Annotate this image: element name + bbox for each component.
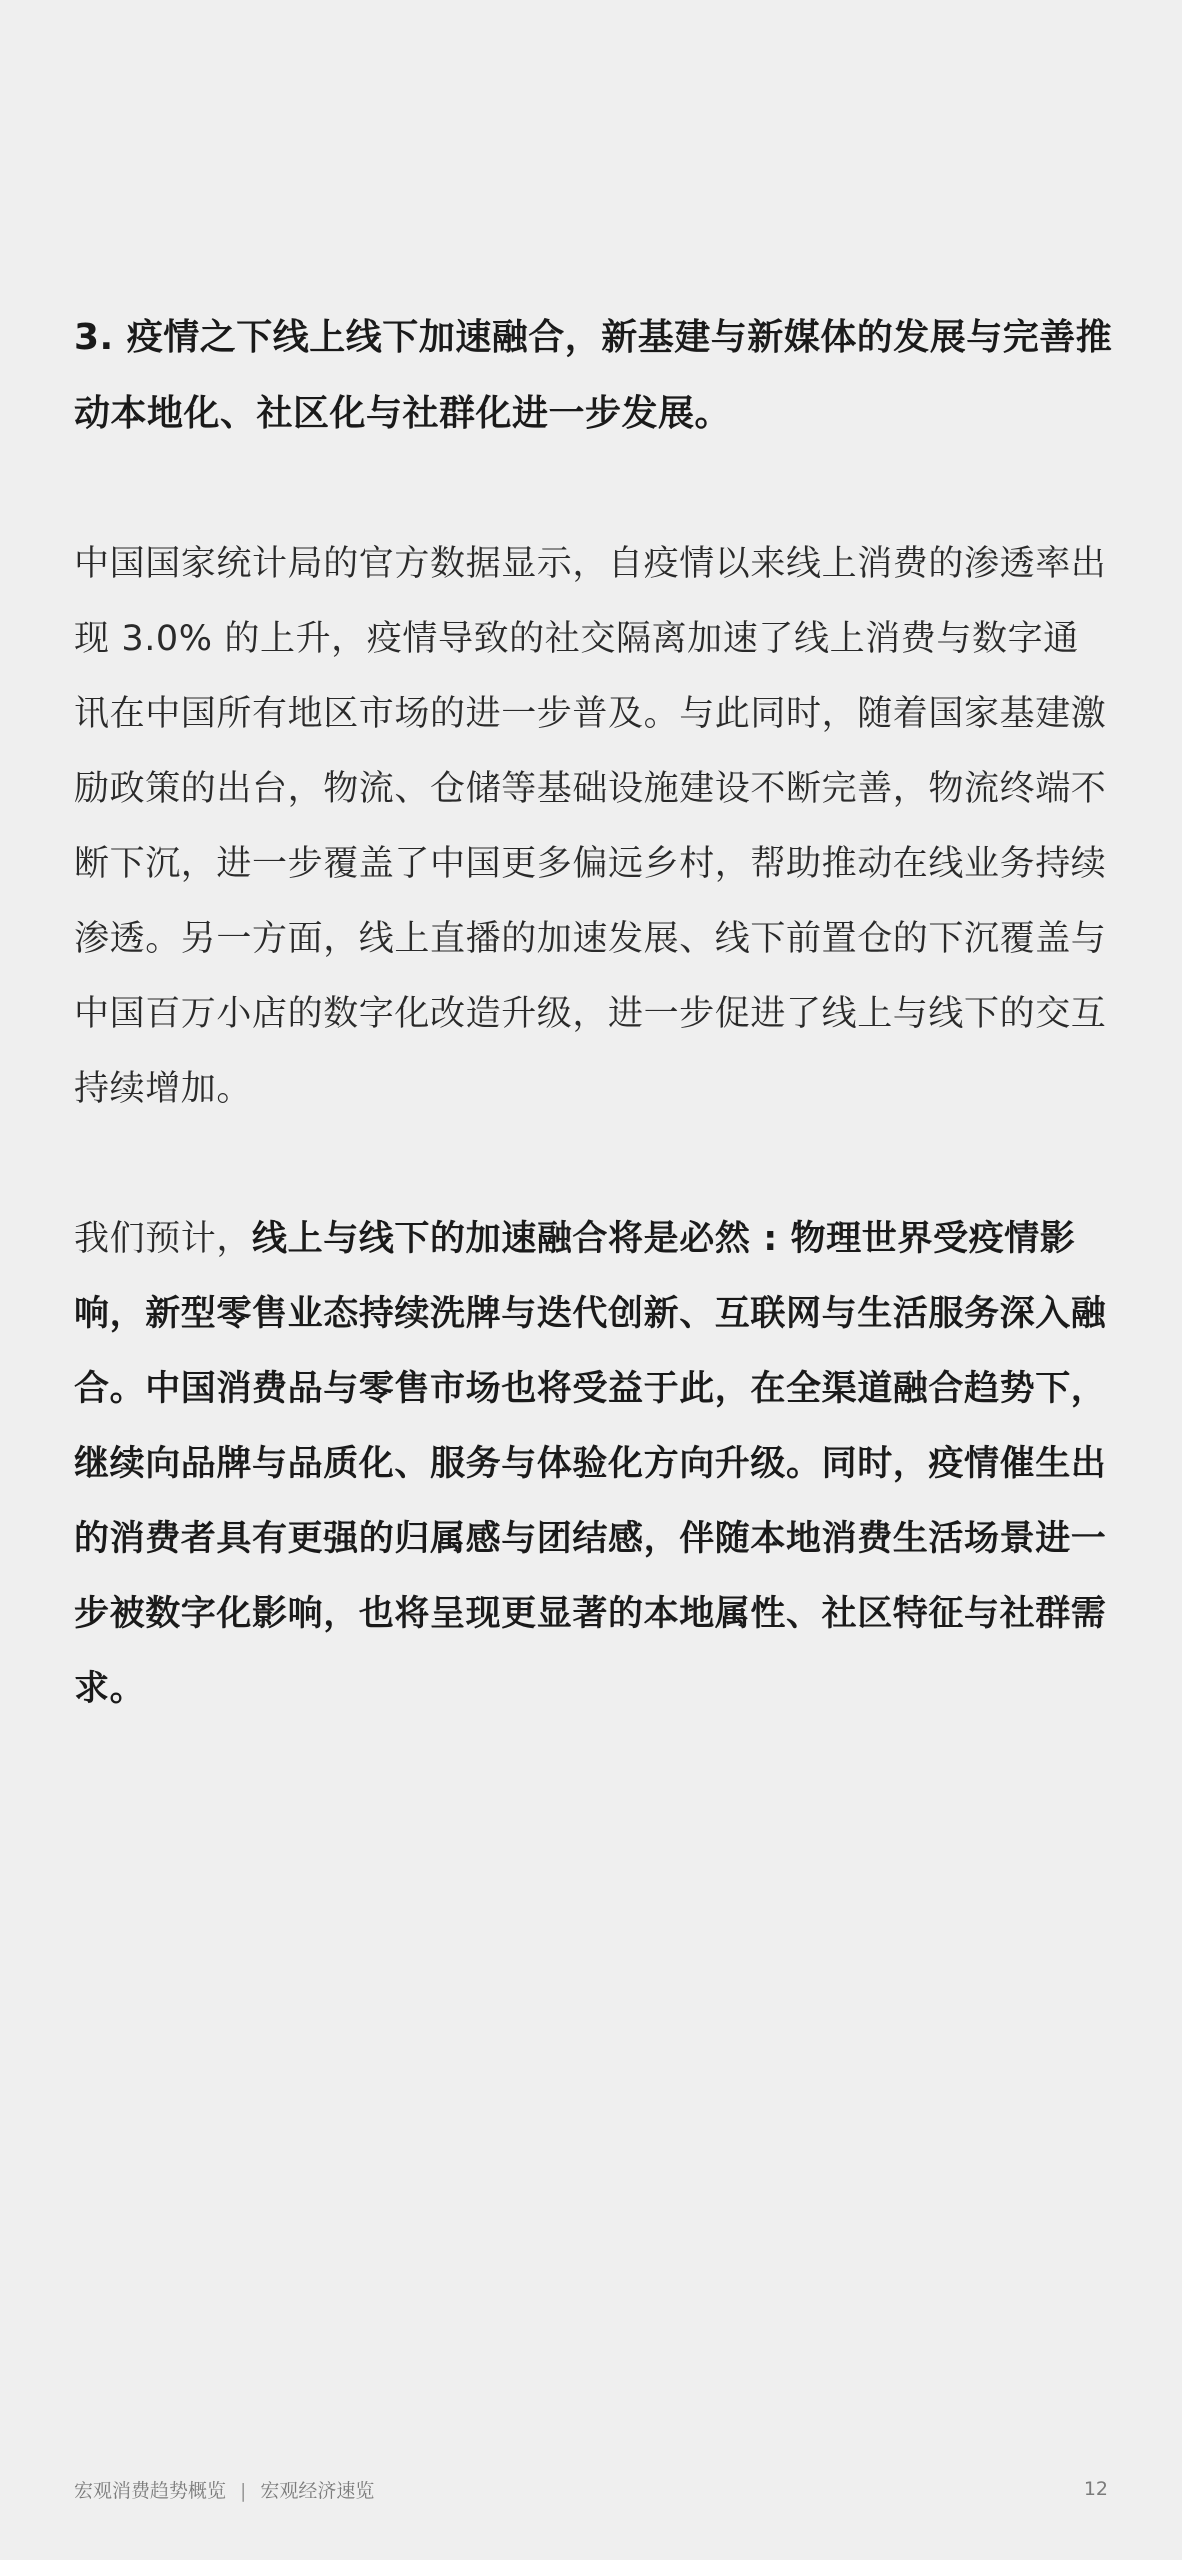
- paragraph-forecast: [74, 1202, 1114, 1727]
- footer-section-title: 宏观消费趋势概览: [74, 2479, 227, 2502]
- paragraph-forecast-emphasis: 线上与线下的加速融合将是必然 : 物理世界受疫情影响，新型零售业态持续洗牌与迭代创新、互联网与生活服务深入融合。中国消费品与零售市场也将受益于此，在全渠道融合趋势下，继续向品牌与品质化、服务与体验化方向升级。同时，疫情催生出的消费者具有更强的归属感与团结感，伴随本地消费生活场景进一步被数字化影响，也将呈现更显著的本地属性、社区特征与社群需求。: [74, 1219, 1107, 1709]
- footer-breadcrumb: [74, 2476, 374, 2503]
- section-heading: 3. 疫情之下线上线下加速融合，新基建与新媒体的发展与完善推动本地化、社区化与社群化进一步发展。: [74, 317, 1113, 434]
- paragraph-statistics: 中国国家统计局的官方数据显示，自疫情以来线上消费的渗透率出现 3.0% 的上升，疫情导致的社交隔离加速了线上消费与数字通讯在中国所有地区市场的进一步普及。与此同时，随着国家基建激励政策的出台，物流、仓储等基础设施建设不断完善，物流终端不断下沉，进一步覆盖了中国更多偏远乡村，帮助推动在线业务持续渗透。另一方面，线上直播的加速发展、线下前置仓的下沉覆盖与中国百万小店的数字化改造升级，进一步促进了线上与线下的交互持续增加。: [74, 544, 1107, 1109]
- page-footer: [74, 2474, 1108, 2504]
- footer-separator: |: [240, 2479, 247, 2502]
- page-number: 12: [1083, 2478, 1108, 2500]
- main-content: [74, 300, 1114, 1727]
- footer-subsection-title: 宏观经济速览: [260, 2479, 375, 2502]
- paragraph-forecast-lead: 我们预计，: [74, 1219, 253, 1259]
